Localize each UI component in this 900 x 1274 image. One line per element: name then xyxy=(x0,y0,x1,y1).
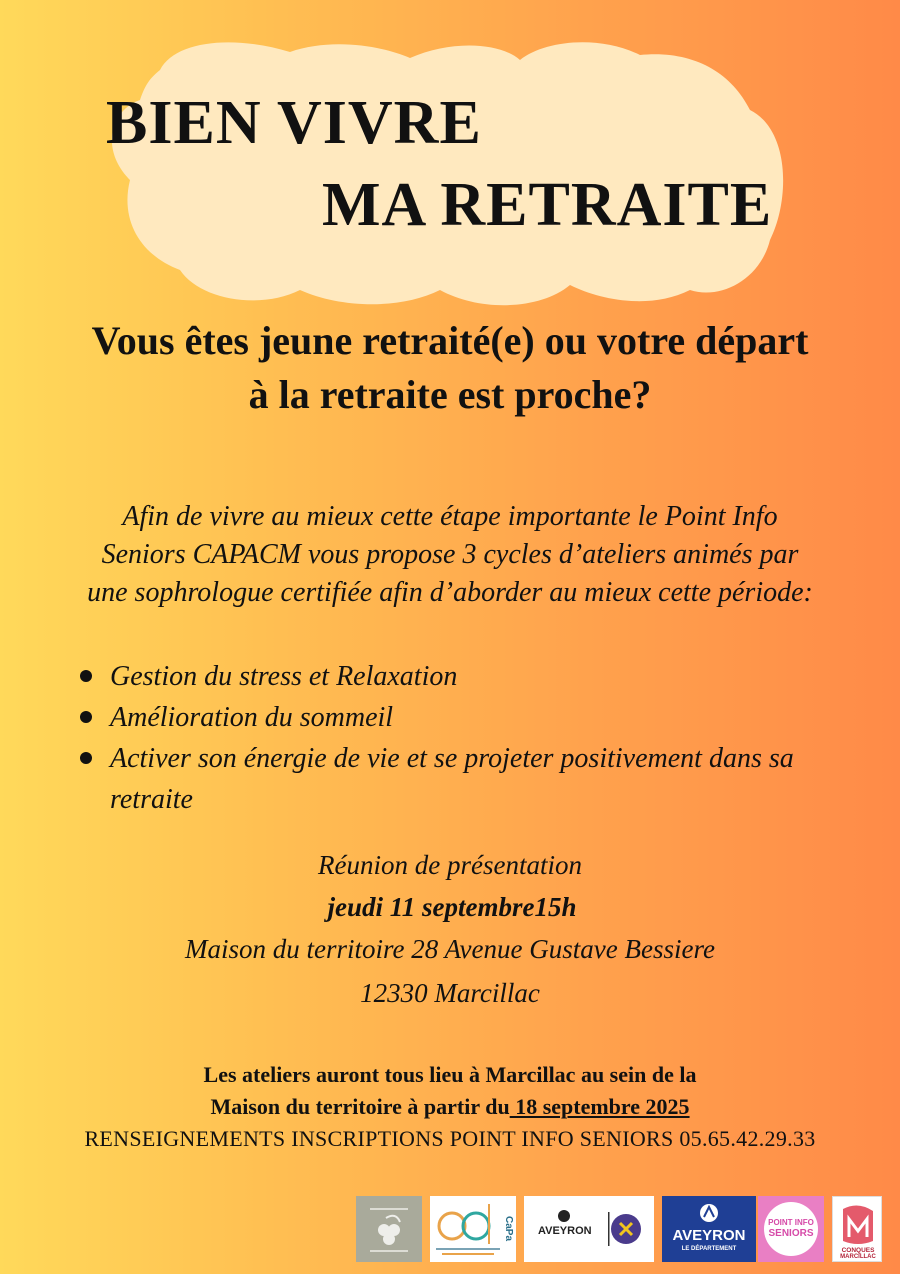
workshop-list xyxy=(80,656,860,820)
cm-text-1: CONQUES xyxy=(841,1247,875,1254)
aveyron-sub-text: LE DÉPARTEMENT xyxy=(681,1246,737,1252)
contact-line: RENSEIGNEMENTS INSCRIPTIONS POINT INFO SENIORS 05.65.42.29.33 xyxy=(84,1126,816,1151)
intro-line-3: une sophrologue certifiée afin d’aborder au mieux cette période: xyxy=(87,577,813,608)
logo-grapes xyxy=(356,1196,422,1262)
start-date: 18 septembre 2025 xyxy=(509,1094,690,1119)
intro-line-1: Afin de vivre au mieux cette étape importante le Point Info xyxy=(122,501,778,532)
workshop-label: retraite xyxy=(110,784,193,815)
logo-capa xyxy=(430,1196,516,1262)
workshop-label: Gestion du stress et Relaxation xyxy=(110,661,458,692)
intro-line-2: Seniors CAPACM vous propose 3 cycles d’ateliers animés par xyxy=(101,539,799,570)
list-item xyxy=(80,656,860,697)
grape-leaf-icon xyxy=(356,1196,422,1262)
bullet-icon xyxy=(80,670,92,682)
logo-conques-marcillac xyxy=(832,1196,882,1262)
logo-aveyron-white xyxy=(524,1196,654,1262)
aveyron-large-text: AVEYRON xyxy=(672,1227,746,1244)
meeting-city: 12330 Marcillac xyxy=(360,978,540,1008)
meeting-label: Réunion de présentation xyxy=(318,850,582,880)
meeting-date: jeudi 11 septembre15h xyxy=(327,892,577,922)
footer-line-2 xyxy=(0,1094,900,1120)
workshop-label: Amélioration du sommeil xyxy=(110,702,394,733)
footer-line-1: Les ateliers auront tous lieu à Marcillac au sein de la xyxy=(203,1062,697,1087)
bullet-icon xyxy=(80,752,92,764)
seniors-text: SENIORS xyxy=(768,1228,814,1239)
cm-text-2: MARCILLAC xyxy=(840,1254,876,1260)
question-line-1: Vous êtes jeune retraité(e) ou votre départ xyxy=(91,318,809,363)
title-line-1: BIEN VIVRE xyxy=(106,89,482,157)
bullet-icon xyxy=(80,711,92,723)
question-line-2: à la retraite est proche? xyxy=(248,372,652,417)
list-item-continuation xyxy=(80,779,860,820)
aveyron-small-text: AVEYRON xyxy=(538,1225,592,1237)
footer-line-2-text: Maison du territoire à partir du xyxy=(210,1094,510,1119)
list-item xyxy=(80,738,860,779)
title-line-2: MA RETRAITE xyxy=(322,171,773,239)
workshop-label: Activer son énergie de vie et se projeter positivement dans sa xyxy=(110,743,794,774)
list-item xyxy=(80,697,860,738)
logo-point-info-seniors xyxy=(758,1196,824,1262)
point-info-text: POINT INFO xyxy=(768,1218,814,1227)
meeting-address: Maison du territoire 28 Avenue Gustave Bessiere xyxy=(185,934,715,964)
logo-aveyron-departement xyxy=(662,1196,756,1262)
capa-text: CaPa xyxy=(503,1216,514,1242)
